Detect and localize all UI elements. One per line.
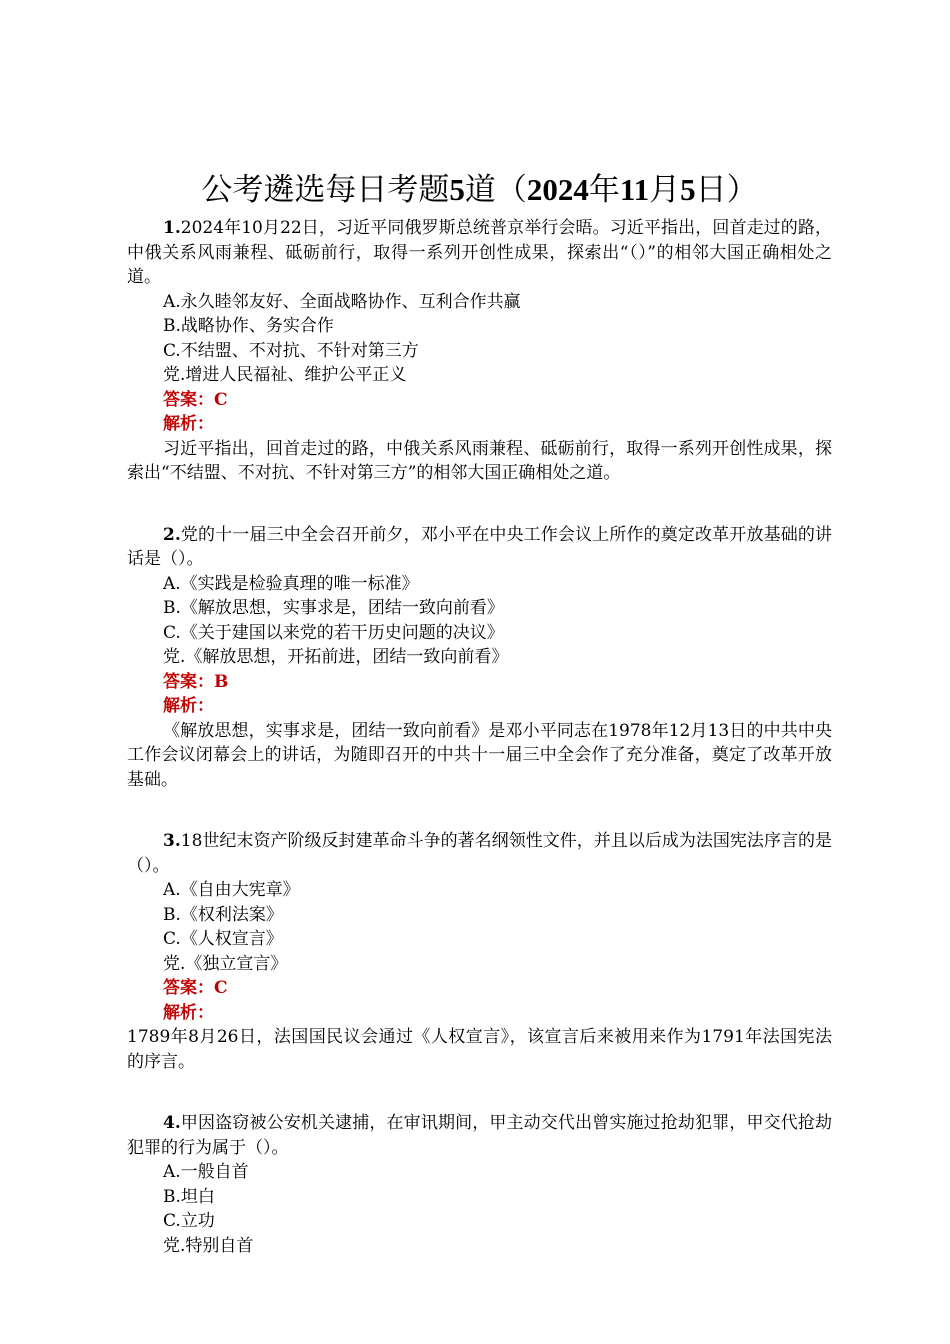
title-month-unit: 月 xyxy=(649,172,681,208)
option-a: A.《实践是检验真理的唯一标准》 xyxy=(163,573,419,594)
page-title xyxy=(97,168,862,212)
option-d: 党.特别自首 xyxy=(163,1235,254,1256)
question-2 xyxy=(127,523,832,793)
title-count: 5 xyxy=(449,172,465,207)
question-stem xyxy=(127,1111,832,1160)
option-d: 党.增进人民福祉、维护公平正义 xyxy=(163,365,407,385)
option-b: B.《解放思想，实事求是，团结一致向前看》 xyxy=(163,598,504,618)
title-year: 2024 xyxy=(526,172,589,207)
option-a: A.一般自首 xyxy=(163,1162,249,1182)
option-a: A.永久睦邻友好、全面战略协作、互利合作共赢 xyxy=(163,291,521,312)
title-year-unit: 年 xyxy=(588,172,620,208)
analysis-text: 1789年8月26日，法国国民议会通过《人权宣言》，该宣言后来被用来作为1791年法国宪法的序言。 xyxy=(127,1027,832,1072)
analysis-label: 解析： xyxy=(163,1002,214,1023)
answer: 答案：B xyxy=(163,671,229,692)
question-number: 1. xyxy=(163,218,181,238)
title-mid: 道（ xyxy=(464,172,527,208)
document-page xyxy=(127,168,832,1258)
option-c: C.《人权宣言》 xyxy=(163,929,283,949)
question-text: 2024年10月22日，习近平同俄罗斯总统普京举行会晤。习近平指出，回首走过的路，中俄关系风雨兼程、砥砺前行，取得一系列开创性成果，探索出“（）”的相邻大国正确相处之道。 xyxy=(127,218,832,287)
option-b: B.战略协作、务实合作 xyxy=(163,316,334,336)
analysis-text: 习近平指出，回首走过的路，中俄关系风雨兼程、砥砺前行，取得一系列开创性成果，探索出“不结盟、不对抗、不针对第三方”的相邻大国正确相处之道。 xyxy=(127,438,832,483)
analysis-label: 解析： xyxy=(163,696,214,716)
question-number: 2. xyxy=(163,524,181,545)
option-d: 党.《独立宣言》 xyxy=(163,953,288,974)
question-stem xyxy=(127,216,832,290)
question-number: 3. xyxy=(163,831,181,851)
option-a: A.《自由大宪章》 xyxy=(163,880,300,900)
title-prefix: 公考遴选每日考题 xyxy=(201,172,450,208)
answer: 答案：C xyxy=(163,978,228,998)
question-stem xyxy=(127,523,832,572)
title-day-unit: 日） xyxy=(695,172,758,208)
question-text: 甲因盗窃被公安机关逮捕，在审讯期间，甲主动交代出曾实施过抢劫犯罪，甲交代抢劫犯罪的行为属于（）。 xyxy=(127,1113,832,1158)
option-c: C.不结盟、不对抗、不针对第三方 xyxy=(163,340,419,361)
question-text: 18世纪末资产阶级反封建革命斗争的著名纲领性文件，并且以后成为法国宪法序言的是（）。 xyxy=(127,831,832,876)
option-b: B.《权利法案》 xyxy=(163,904,283,925)
option-d: 党.《解放思想，开拓前进，团结一致向前看》 xyxy=(163,647,509,667)
question-4 xyxy=(127,1111,832,1258)
question-number: 4. xyxy=(163,1113,181,1133)
analysis-text: 《解放思想，实事求是，团结一致向前看》是邓小平同志在1978年12月13日的中共中央工作会议闭幕会上的讲话，为随即召开的中共十一届三中全会作了充分准备，奠定了改革开放基础。 xyxy=(127,720,832,790)
title-day: 5 xyxy=(680,172,696,207)
option-c: C.立功 xyxy=(163,1211,215,1231)
question-text: 党的十一届三中全会召开前夕，邓小平在中央工作会议上所作的奠定改革开放基础的讲话是（）。 xyxy=(127,524,832,569)
question-1 xyxy=(127,216,832,486)
question-stem xyxy=(127,829,832,878)
option-c: C.《关于建国以来党的若干历史问题的决议》 xyxy=(163,622,504,643)
analysis-label: 解析： xyxy=(163,414,214,434)
question-3 xyxy=(127,829,832,1074)
answer: 答案：C xyxy=(163,389,228,410)
title-month: 11 xyxy=(619,172,650,207)
option-b: B.坦白 xyxy=(163,1186,215,1207)
